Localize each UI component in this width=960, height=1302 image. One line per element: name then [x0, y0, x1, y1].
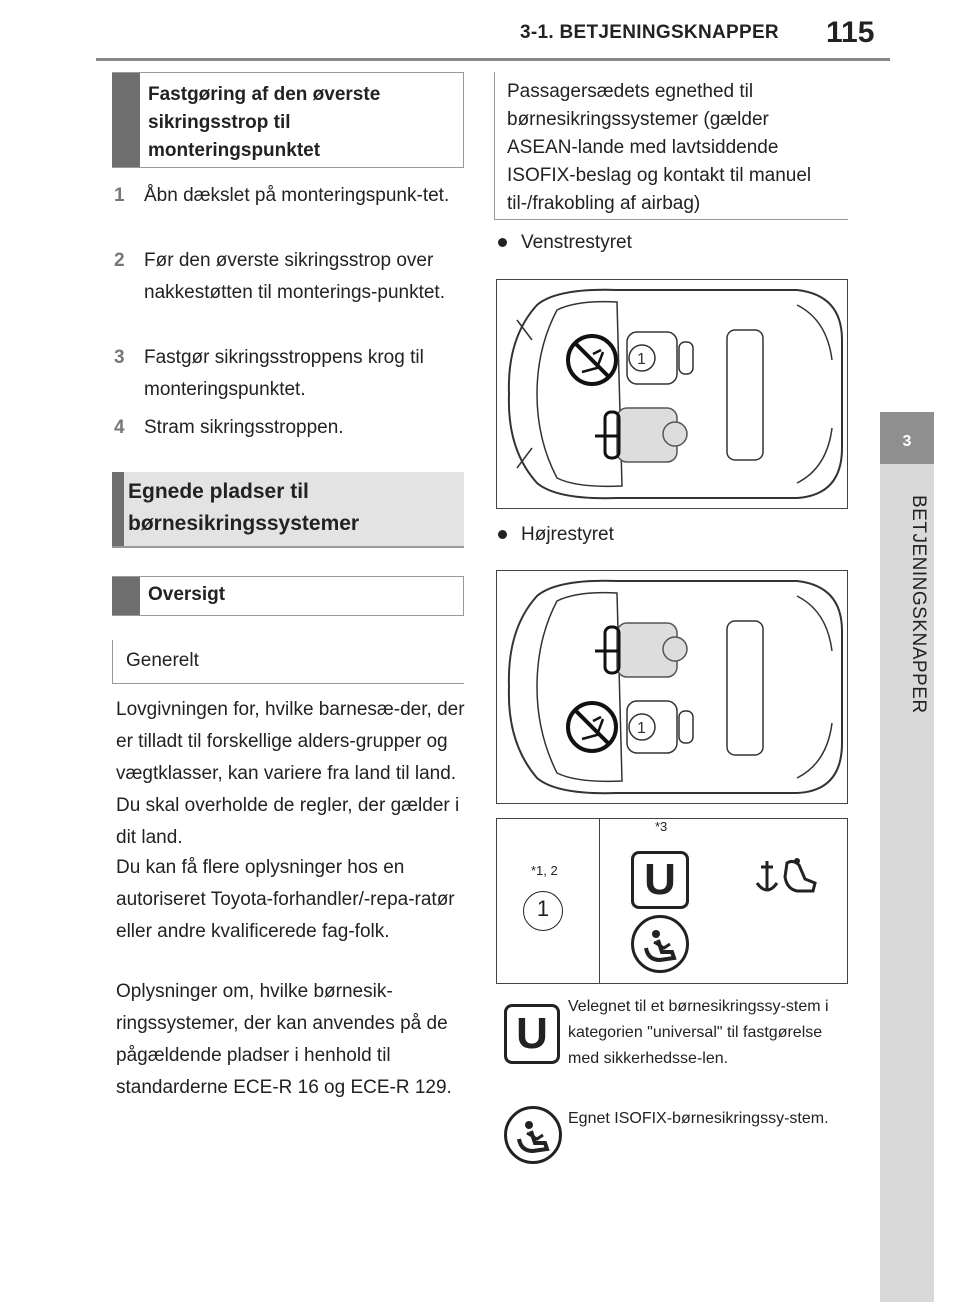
col2-note: *3: [655, 819, 668, 834]
isofix-seat-glyph: [634, 918, 686, 970]
car-outline: [509, 290, 842, 498]
car-outline: [509, 581, 842, 793]
section-title: 3-1. BETJENINGSKNAPPER: [520, 22, 779, 43]
section-heading-box: [112, 472, 464, 548]
seat-number-circle: [523, 891, 563, 931]
section-heading: Egnede pladser til børnesikringssystemer: [128, 480, 360, 535]
anchor-seat-glyph: [753, 853, 823, 903]
step-text: Åbn dækslet på monteringspunk-tet.: [144, 185, 450, 206]
step-number: 3: [114, 347, 125, 368]
step-text: Stram sikringsstroppen.: [144, 417, 344, 438]
step-number: 4: [114, 417, 125, 438]
passenger-headrest: [679, 711, 693, 743]
lhd-label: Venstrestyret: [521, 232, 632, 253]
col1-marker: 1: [536, 896, 550, 921]
passenger-headrest: [679, 342, 693, 374]
step-number: 2: [114, 250, 125, 271]
lhd-car-svg: [497, 280, 847, 508]
paragraph-3: Oplysninger om, hvilke børnesik-ringssystemer, der kan anvendes på de pågældende pladser i henhold til standarderne ECE-R 16 og ECE-R 129.: [116, 981, 452, 1098]
step-text: Fastgør sikringsstroppens krog til monteringspunktet.: [144, 347, 424, 400]
anchor-seat-icon: [753, 853, 823, 903]
generelt-vertical-rule: [112, 640, 113, 684]
passenger-seat-heading: [494, 72, 848, 220]
seat-marker: 1: [637, 351, 646, 368]
generelt-label: Generelt: [126, 650, 199, 671]
generelt-rule: [112, 683, 464, 684]
subheading-title: Fastgøring af den øverste sikringsstrop til monteringspunktet: [148, 84, 381, 161]
legend-universal-text: Velegnet til et børnesikringssy-stem i kategorien "universal" til fastgørelse med sikkerhedsse-len.: [568, 998, 829, 1067]
rear-bench: [727, 330, 763, 460]
subheading-box-overview: [112, 576, 464, 616]
suitability-table: [496, 818, 848, 984]
legend-universal-letter: U: [516, 1009, 548, 1058]
step-number: 1: [114, 185, 125, 206]
step-text: Før den øverste sikringsstrop over nakkestøtten til monterings-punktet.: [144, 250, 445, 303]
legend-isofix-icon: [504, 1106, 562, 1164]
subheading-title: Oversigt: [148, 584, 226, 605]
step-2: [114, 245, 464, 341]
section-heading-bar: [112, 472, 124, 546]
car-hood-line: [517, 320, 532, 468]
universal-letter: U: [644, 855, 676, 904]
subheading-bar: [112, 73, 140, 167]
rear-bench: [727, 621, 763, 755]
paragraph-2: Du kan få flere oplysninger hos en autoriseret Toyota-forhandler/-repa-ratør eller andre kvalificerede fag-folk.: [116, 857, 455, 942]
driver-head: [663, 637, 687, 661]
col1-note: *1, 2: [531, 863, 558, 878]
rhd-car-svg: [497, 571, 847, 803]
legend-isofix-text: Egnet ISOFIX-børnesikringssy-stem.: [568, 1110, 829, 1127]
rhd-bullet: [498, 524, 614, 546]
step-4: [114, 412, 464, 444]
legend-universal-icon: [504, 1004, 560, 1064]
header-rule: [96, 58, 890, 61]
chapter-tab: 3: [880, 412, 934, 464]
step-3: [114, 342, 464, 406]
rhd-car-diagram: [496, 570, 848, 804]
page-number: 115: [826, 16, 875, 49]
driver-head: [663, 422, 687, 446]
subheading-bar: [112, 577, 140, 615]
isofix-icon: [631, 915, 689, 973]
step-1: [114, 180, 464, 244]
seat-marker: 1: [637, 720, 646, 737]
bullet-dot: [498, 530, 507, 539]
passenger-seat-heading-text: Passagersædets egnethed til børnesikringssystemer (gælder ASEAN-lande med lavtsiddende ISOFIX-beslag og kontakt til manuel til-/frakobling af airbag): [507, 81, 812, 214]
lhd-car-diagram: [496, 279, 848, 509]
car-windshield: [537, 593, 622, 782]
lhd-bullet: [498, 232, 632, 254]
paragraph-1: Lovgivningen for, hvilke barnesæ-der, der er tilladt til forskellige alders-grupper og vægtklasser, kan variere fra land til land. Du skal overholde de regler, der gælder i dit land.: [116, 699, 465, 848]
table-divider: [599, 819, 600, 983]
chapter-tab-label: BETJENINGSKNAPPER: [908, 495, 929, 714]
bullet-dot: [498, 238, 507, 247]
universal-icon: [631, 851, 689, 909]
legend-isofix-glyph: [507, 1109, 559, 1161]
subheading-box-strap: [112, 72, 464, 168]
rhd-label: Højrestyret: [521, 524, 614, 545]
